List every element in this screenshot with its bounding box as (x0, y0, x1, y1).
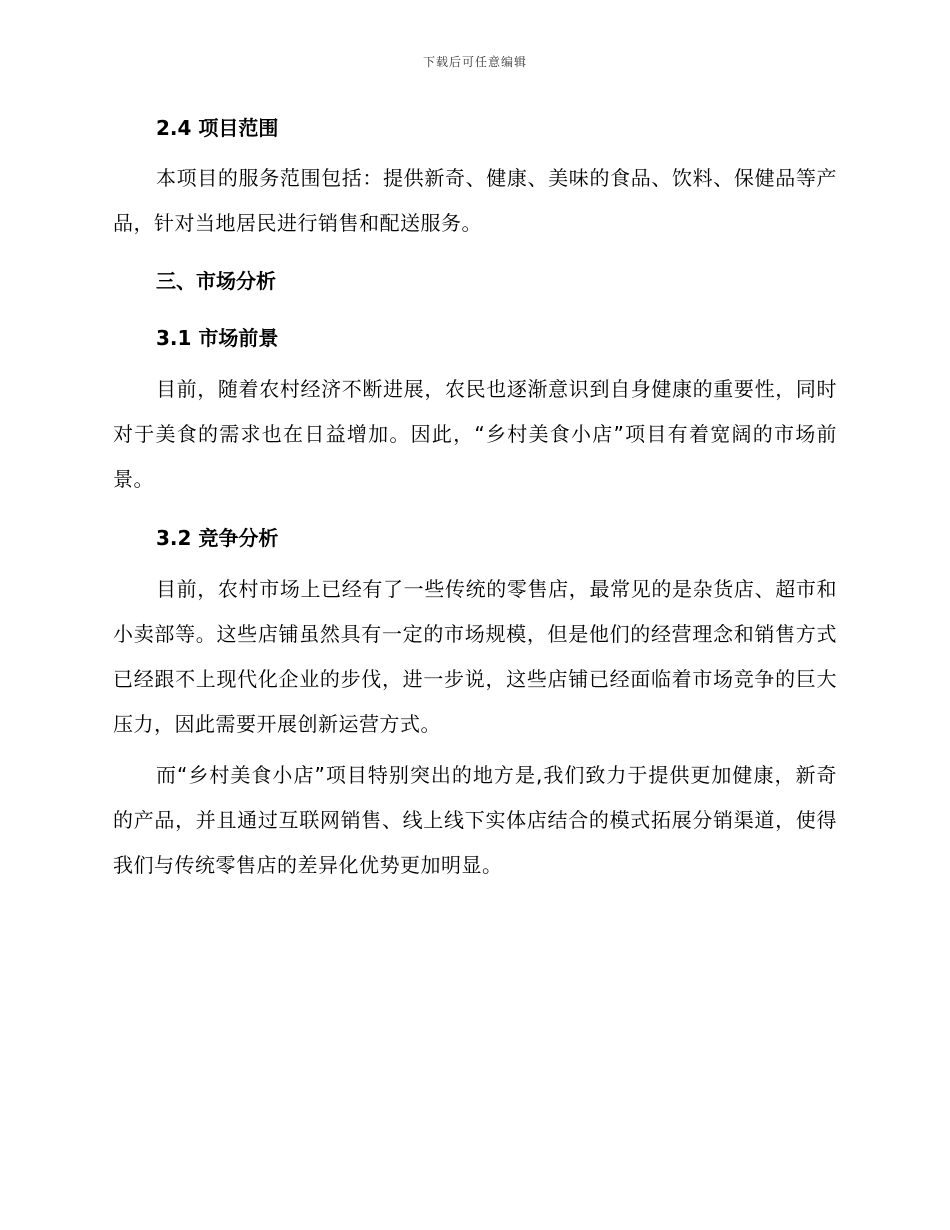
section-heading-competition-analysis: 3.2 竞争分析 (156, 526, 279, 550)
section-heading-market-outlook: 3.1 市场前景 (156, 326, 279, 350)
paragraph-market-outlook: 目前，随着农村经济不断进展，农民也逐渐意识到自身健康的重要性，同时对于美食的需求也在日益增加。因此，“乡村美食小店”项目有着宽阔的市场前景。 (113, 377, 837, 491)
paragraph-competition-advantage: 而“乡村美食小店”项目特别突出的地方是,我们致力于提供更加健康，新奇的产品，并且通过互联网销售、线上线下实体店结合的模式拓展分销渠道，使得我们与传统零售店的差异化优势更加明显。 (113, 763, 837, 877)
page-header-note: 下载后可任意编辑 (422, 55, 527, 69)
paragraph-project-scope: 本项目的服务范围包括：提供新奇、健康、美味的食品、饮料、保健品等产品，针对当地居民进行销售和配送服务。 (113, 166, 837, 235)
section-heading-project-scope: 2.4 项目范围 (156, 116, 279, 140)
paragraph-competition-traditional-stores: 目前，农村市场上已经有了一些传统的零售店，最常见的是杂货店、超市和小卖部等。这些店铺虽然具有一定的市场规模，但是他们的经营理念和销售方式已经跟不上现代化企业的步伐，进一步说，这些店铺已经面临着市场竞争的巨大压力，因此需要开展创新运营方式。 (113, 577, 837, 736)
document-body (113, 112, 837, 888)
chapter-heading-market-analysis: 三、市场分析 (156, 269, 276, 293)
